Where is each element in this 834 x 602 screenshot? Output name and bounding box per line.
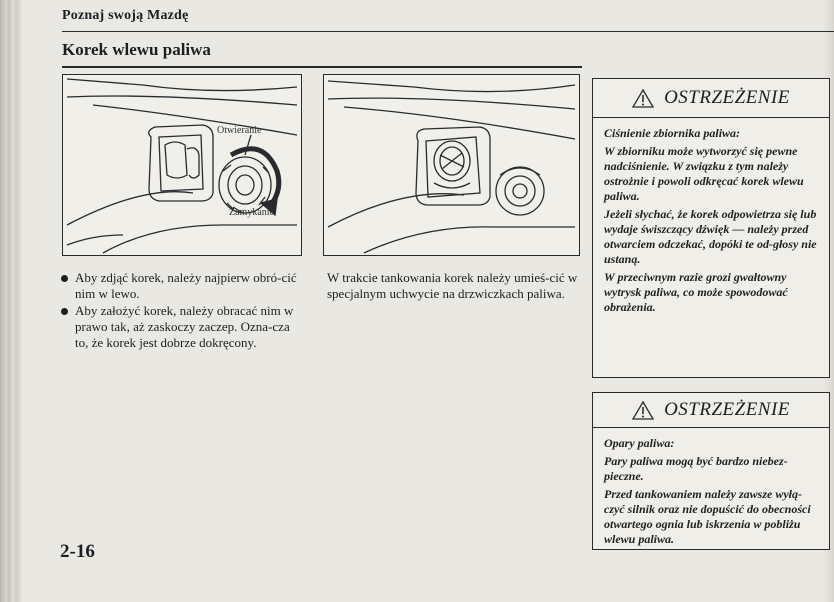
warning-header [593,393,829,428]
warning-subtitle: Ciśnienie zbiornika paliwa: [604,126,741,140]
warning-header [593,79,829,118]
section-title-rule [62,66,582,68]
warning-paragraph: Jeżeli słychać, że korek odpowietrza się lub wydaje świszczący dźwięk — należy przed otwarciem odczekać, dopóki te od-głosy nie ustaną. [604,207,817,266]
warning-paragraph: Przed tankowaniem należy zawsze wyłą-czyć silnik oraz nie dopuścić do obecności otwartego ognia lub iskrzenia w pobliżu wlewu paliwa. [604,487,811,546]
refueling-paragraph: W trakcie tankowania korek należy umieś-cić w specjalnym uchwycie na drzwiczkach paliwa. [327,270,578,301]
fuel-cap-turning-illustration [63,75,301,255]
warning-paragraph: W zbiorniku może wytworzyć się pewne nadciśnienie. W związku z tym należy ostrożnie i powoli odkręcać korek wlewu paliwa. [604,144,804,203]
warning-box-fuel-vapors [592,392,830,550]
figure-cap-in-holder [323,74,580,256]
warning-paragraph: W przeciwnym razie grozi gwałtowny wytrysk paliwa, co może spowodować obrażenia. [604,270,788,314]
figure-fuel-cap-turning [62,74,302,256]
header-rule [62,31,834,32]
bullet-remove-cap: Aby zdjąć korek, należy najpierw obró-cić nim w lewo. [60,270,300,302]
warning-title: OSTRZEŻENIE [664,399,790,420]
warning-box-tank-pressure [592,78,830,378]
running-title: Poznaj swoją Mazdę [62,8,189,23]
cap-holder-illustration [324,75,579,255]
warning-title: OSTRZEŻENIE [664,87,790,108]
warning-body [593,118,829,315]
label-opening: Otwieranie [217,125,262,136]
instruction-bullets [60,270,300,352]
page-number: 2-16 [60,541,95,562]
warning-triangle-icon [632,89,654,108]
warning-triangle-icon [632,401,654,420]
section-title: Korek wlewu paliwa [62,40,211,59]
warning-paragraph: Pary paliwa mogą być bardzo niebez-pieczne. [604,454,788,483]
page-binding-edge [0,0,22,602]
label-closing: Zamykanie [229,207,274,218]
bullet-install-cap: Aby założyć korek, należy obracać nim w prawo tak, aż zaskoczy zaczep. Ozna-cza to, że korek jest dobrze dokręcony. [60,303,300,351]
warning-body [593,428,829,547]
warning-subtitle: Opary paliwa: [604,436,675,450]
